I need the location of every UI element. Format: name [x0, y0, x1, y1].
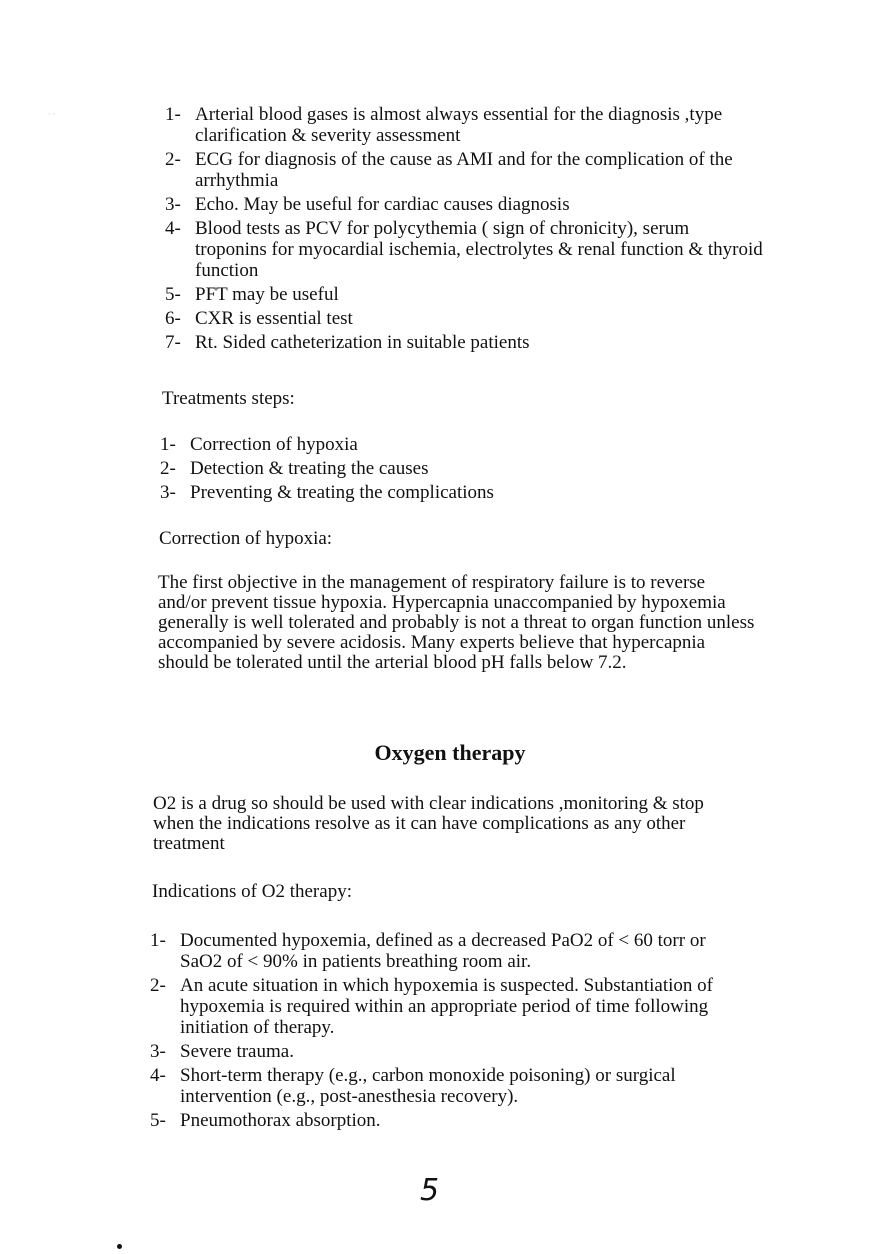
list-item: 3- Severe trauma.	[150, 1041, 294, 1062]
list-item: 2- Detection & treating the causes	[160, 458, 429, 479]
section-title: Oxygen therapy	[374, 740, 526, 765]
list-item: 2- ECG for diagnosis of the cause as AMI and for the complication of the arrhythmia	[165, 149, 733, 191]
list-item: 5- PFT may be useful	[165, 284, 339, 305]
list-item: 5- Pneumothorax absorption.	[150, 1110, 381, 1131]
oxygen-paragraph: O2 is a drug so should be used with clear indications ,monitoring & stop when the indications resolve as it can have complications as any other treatment	[153, 793, 704, 854]
list-item: 1- Documented hypoxemia, defined as a decreased PaO2 of < 60 torr or SaO2 of < 90% in patients breathing room air.	[150, 930, 706, 972]
indications-list	[150, 930, 750, 1131]
list-item: 7- Rt. Sided catheterization in suitable patients	[165, 332, 530, 353]
list-item: 3- Echo. May be useful for cardiac causes diagnosis	[165, 194, 570, 215]
treatment-heading: Treatments steps:	[162, 388, 295, 409]
indications-heading: Indications of O2 therapy:	[152, 881, 352, 902]
correction-heading: Correction of hypoxia:	[159, 528, 333, 549]
list-item: 1- Correction of hypoxia	[160, 434, 358, 455]
scan-dot	[117, 1244, 122, 1249]
correction-paragraph: The first objective in the management of respiratory failure is to reverse and/or prevent tissue hypoxia. Hypercapnia unaccompanied by hypoxemia generally is well tolerated and probably is not a threat to organ function unless accompanied by severe acidosis. Many experts believe that hypercapnia should be tolerated until the arterial blood pH falls below 7.2.	[158, 572, 755, 673]
list-item: 6- CXR is essential test	[165, 308, 353, 329]
list-item: 3- Preventing & treating the complications	[160, 482, 494, 503]
list-item: 1- Arterial blood gases is almost always essential for the diagnosis ,type clarification & severity assessment	[165, 104, 723, 146]
list-item: 2- An acute situation in which hypoxemia is suspected. Substantiation of hypoxemia is required within an appropriate period of time following initiation of therapy.	[150, 975, 713, 1038]
diagnostic-tests-list	[165, 104, 765, 353]
scan-mark: · ·	[48, 110, 56, 119]
page-number: 5	[420, 1173, 440, 1208]
list-item: 4- Short-term therapy (e.g., carbon monoxide poisoning) or surgical intervention (e.g., post-anesthesia recovery).	[150, 1065, 676, 1107]
list-item: 4- Blood tests as PCV for polycythemia ( sign of chronicity), serum troponins for myocardial ischemia, electrolytes & renal function & thyroid function	[165, 218, 763, 281]
treatment-steps-list	[160, 434, 760, 503]
